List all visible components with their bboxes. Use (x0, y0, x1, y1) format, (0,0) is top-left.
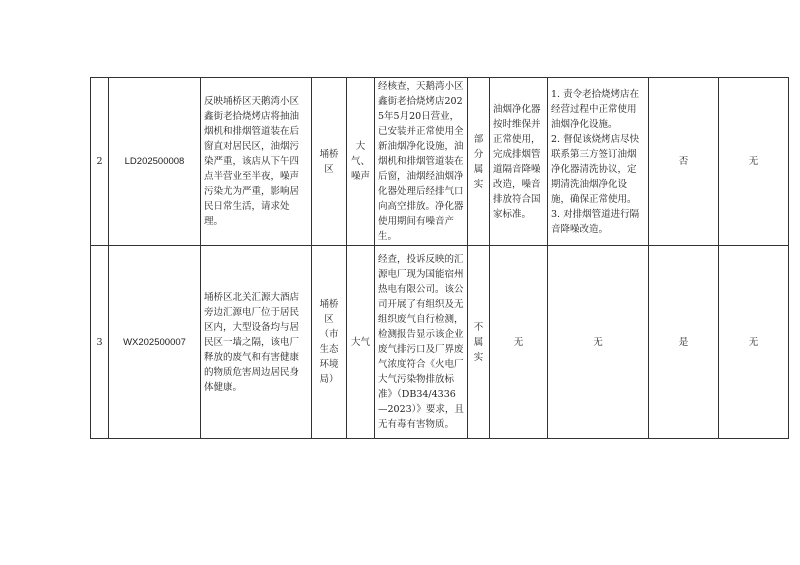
table-row (91, 246, 789, 439)
category-line: 大 (355, 141, 366, 152)
verification-cell: 经核查，天鹅湾小区鑫街老拾烧烤店2025年5月20日营业，已安装并正常使用全新油烟净化设施，油烟机和排烟管道装在后窗，油烟经油烟净化器处理后经排气口向高空排放。净化器使用期间有噪音产生。 (375, 78, 468, 246)
status-line: 属 (473, 163, 484, 175)
actions-cell (548, 246, 649, 439)
district-cell: 埇桥区（市生态环境局） (312, 246, 347, 439)
status-cell (468, 246, 490, 439)
district-cell: 埇桥区 (312, 78, 347, 246)
category-line: 大气 (350, 336, 370, 348)
accountable-cell: 是 (649, 246, 719, 439)
complaint-cell: 埇桥区北关汇源大酒店旁边汇源电厂位于居民区内，大型设备均与居民区一墙之隔，该电厂释放的废气和有害健康的物质危害周边居民身体健康。 (201, 246, 312, 439)
action-item: 无 (593, 336, 603, 348)
seq-cell: 3 (91, 246, 109, 439)
remark-cell: 无 (719, 78, 789, 246)
accountable-cell: 否 (649, 78, 719, 246)
status-line: 实 (473, 351, 484, 363)
actions-cell (548, 78, 649, 246)
status-line: 分 (473, 148, 484, 160)
verification-cell: 经查，投诉反映的汇源电厂现为国能宿州热电有限公司。该公司开展了有组织及无组织废气自行检测，检测报告显示该企业废气排污口及厂界废气浓度符合《火电厂大气污染物排放标准》（DB34/4336—2023）》要求，且无有毒有害物质。 (375, 246, 468, 439)
complaint-cell: 反映埇桥区天鹅湾小区鑫街老拾烧烤店将抽油烟机和排烟管道装在后窗直对居民区，油烟污染严重，该店从下午四点半营业至半夜，噪声污染尤为严重，影响居民日常生活，请求处理。 (201, 78, 312, 246)
case-code-cell: LD202500008 (109, 78, 201, 246)
status-line: 属 (473, 336, 484, 348)
remark-cell: 无 (719, 246, 789, 439)
status-cell (468, 78, 490, 246)
seq-cell: 2 (91, 78, 109, 246)
measure-cell: 油烟净化器按时维保并正常使用，完成排烟管道隔音降噪改造，噪音排放符合国家标准。 (490, 78, 548, 246)
action-item: 3. 对排烟管道进行隔音降噪改造。 (551, 208, 640, 235)
table-row (91, 78, 789, 246)
action-item: 1. 责令老拾烧烤店在经营过程中正常使用油烟净化设施。 (551, 88, 640, 130)
category-cell (347, 246, 375, 439)
status-line: 部 (473, 133, 484, 145)
case-code-cell: WX202500007 (109, 246, 201, 439)
action-item: 2. 督促该烧烤店尽快联系第三方签订油烟净化器清洗协议，定期清洗油烟净化设施，确保正常使用。 (551, 133, 640, 205)
status-line: 实 (473, 178, 484, 190)
status-line: 不 (473, 321, 484, 333)
category-cell (347, 78, 375, 246)
category-line: 气、 (350, 156, 370, 167)
complaint-table (90, 77, 789, 439)
measure-cell: 无 (490, 246, 548, 439)
category-line: 噪声 (350, 171, 370, 182)
